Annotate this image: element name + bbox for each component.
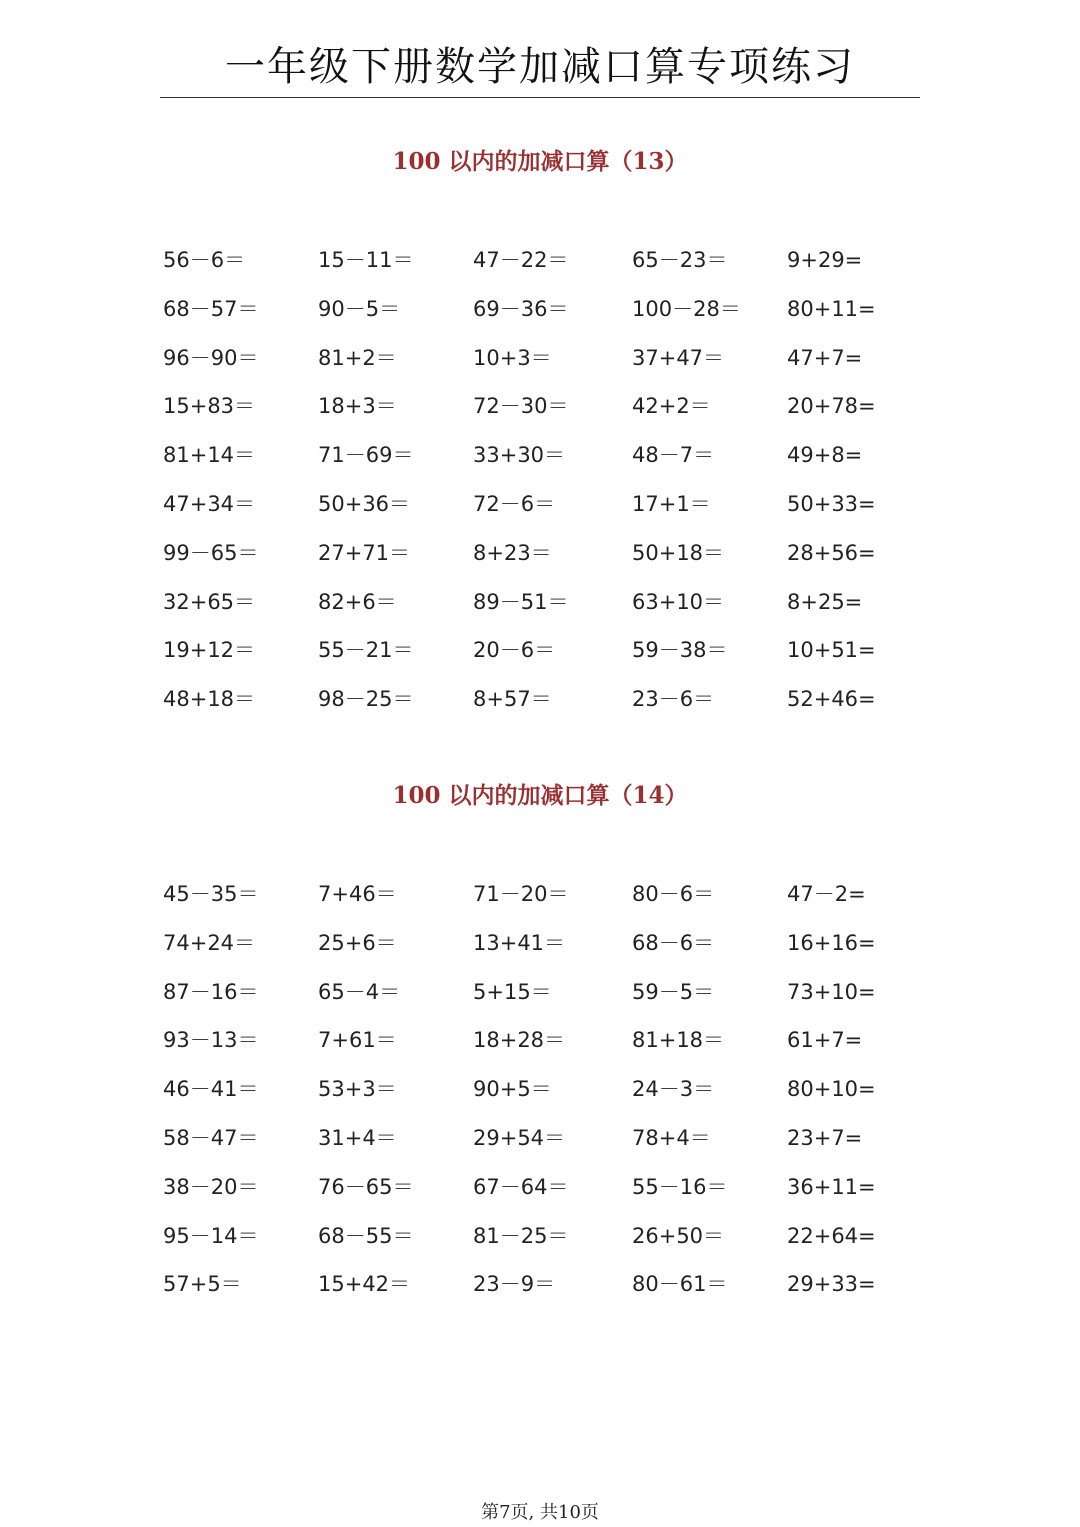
exercise-item: 37+47＝ xyxy=(632,346,725,370)
exercise-item: 65－23＝ xyxy=(632,248,728,272)
exercise-item: 47－2= xyxy=(787,882,866,906)
exercise-item: 10+51= xyxy=(787,638,876,662)
exercise-item: 50+36＝ xyxy=(318,492,411,516)
exercise-item: 95－14＝ xyxy=(163,1224,259,1248)
exercise-item: 93－13＝ xyxy=(163,1028,259,1052)
exercise-item: 81+2＝ xyxy=(318,346,397,370)
page-footer: 第7页, 共10页 xyxy=(481,1502,599,1523)
exercise-item: 56－6＝ xyxy=(163,248,246,272)
exercise-item: 15+83＝ xyxy=(163,394,256,418)
exercise-item: 68－57＝ xyxy=(163,297,259,321)
exercise-item: 17+1＝ xyxy=(632,492,711,516)
exercise-item: 22+64= xyxy=(787,1224,876,1248)
exercise-item: 58－47＝ xyxy=(163,1126,259,1150)
exercise-item: 33+30＝ xyxy=(473,443,566,467)
exercise-item: 72－6＝ xyxy=(473,492,556,516)
exercise-item: 50+33= xyxy=(787,492,876,516)
exercise-item: 7+46＝ xyxy=(318,882,397,906)
exercise-item: 15－11＝ xyxy=(318,248,414,272)
exercise-item: 29+33= xyxy=(787,1272,876,1296)
exercise-item: 13+41＝ xyxy=(473,931,566,955)
exercise-item: 15+42＝ xyxy=(318,1272,411,1296)
exercise-item: 48－7＝ xyxy=(632,443,715,467)
exercise-item: 25+6＝ xyxy=(318,931,397,955)
exercise-item: 45－35＝ xyxy=(163,882,259,906)
exercise-item: 20－6＝ xyxy=(473,638,556,662)
exercise-item: 55－16＝ xyxy=(632,1175,728,1199)
exercise-item: 9+29= xyxy=(787,248,863,272)
exercise-item: 80+11= xyxy=(787,297,876,321)
exercise-item: 71－20＝ xyxy=(473,882,569,906)
exercise-item: 29+54＝ xyxy=(473,1126,566,1150)
exercise-item: 59－5＝ xyxy=(632,980,715,1004)
exercise-item: 61+7= xyxy=(787,1028,863,1052)
exercise-item: 8+25= xyxy=(787,590,863,614)
exercise-item: 89－51＝ xyxy=(473,590,569,614)
exercise-item: 98－25＝ xyxy=(318,687,414,711)
exercise-item: 52+46= xyxy=(787,687,876,711)
exercise-item: 67－64＝ xyxy=(473,1175,569,1199)
exercise-item: 5+15＝ xyxy=(473,980,552,1004)
exercise-item: 59－38＝ xyxy=(632,638,728,662)
exercise-item: 50+18＝ xyxy=(632,541,725,565)
exercise-item: 90+5＝ xyxy=(473,1077,552,1101)
exercise-item: 68－55＝ xyxy=(318,1224,414,1248)
exercise-item: 46－41＝ xyxy=(163,1077,259,1101)
exercise-item: 10+3＝ xyxy=(473,346,552,370)
section-heading: 100 以内的加减口算（14） xyxy=(392,782,688,809)
exercise-item: 23+7= xyxy=(787,1126,863,1150)
section-heading: 100 以内的加减口算（13） xyxy=(392,148,688,175)
exercise-item: 78+4＝ xyxy=(632,1126,711,1150)
exercise-item: 48+18＝ xyxy=(163,687,256,711)
exercise-item: 74+24＝ xyxy=(163,931,256,955)
exercise-item: 81+14＝ xyxy=(163,443,256,467)
exercise-item: 7+61＝ xyxy=(318,1028,397,1052)
exercise-item: 28+56= xyxy=(787,541,876,565)
exercise-item: 80－61＝ xyxy=(632,1272,728,1296)
exercise-item: 96－90＝ xyxy=(163,346,259,370)
exercise-item: 24－3＝ xyxy=(632,1077,715,1101)
exercise-item: 26+50＝ xyxy=(632,1224,725,1248)
exercise-item: 80－6＝ xyxy=(632,882,715,906)
exercise-item: 87－16＝ xyxy=(163,980,259,1004)
exercise-item: 73+10= xyxy=(787,980,876,1004)
exercise-item: 36+11= xyxy=(787,1175,876,1199)
exercise-item: 18+3＝ xyxy=(318,394,397,418)
title-divider xyxy=(160,97,920,98)
exercise-item: 81－25＝ xyxy=(473,1224,569,1248)
exercise-item: 68－6＝ xyxy=(632,931,715,955)
exercise-item: 20+78= xyxy=(787,394,876,418)
exercise-item: 72－30＝ xyxy=(473,394,569,418)
exercise-item: 23－6＝ xyxy=(632,687,715,711)
exercise-item: 81+18＝ xyxy=(632,1028,725,1052)
exercise-item: 69－36＝ xyxy=(473,297,569,321)
exercise-item: 47－22＝ xyxy=(473,248,569,272)
exercise-item: 76－65＝ xyxy=(318,1175,414,1199)
exercise-item: 63+10＝ xyxy=(632,590,725,614)
exercise-item: 99－65＝ xyxy=(163,541,259,565)
exercise-item: 8+57＝ xyxy=(473,687,552,711)
exercise-item: 32+65＝ xyxy=(163,590,256,614)
exercise-item: 90－5＝ xyxy=(318,297,401,321)
exercise-item: 47+34＝ xyxy=(163,492,256,516)
exercise-item: 27+71＝ xyxy=(318,541,411,565)
exercise-item: 8+23＝ xyxy=(473,541,552,565)
document-title: 一年级下册数学加减口算专项练习 xyxy=(225,44,855,90)
exercise-item: 100－28＝ xyxy=(632,297,741,321)
exercise-item: 82+6＝ xyxy=(318,590,397,614)
exercise-item: 23－9＝ xyxy=(473,1272,556,1296)
exercise-item: 47+7= xyxy=(787,346,863,370)
exercise-item: 53+3＝ xyxy=(318,1077,397,1101)
exercise-item: 65－4＝ xyxy=(318,980,401,1004)
exercise-item: 42+2＝ xyxy=(632,394,711,418)
exercise-item: 31+4＝ xyxy=(318,1126,397,1150)
exercise-item: 80+10= xyxy=(787,1077,876,1101)
exercise-item: 18+28＝ xyxy=(473,1028,566,1052)
exercise-item: 38－20＝ xyxy=(163,1175,259,1199)
exercise-item: 57+5＝ xyxy=(163,1272,242,1296)
exercise-item: 71－69＝ xyxy=(318,443,414,467)
exercise-item: 55－21＝ xyxy=(318,638,414,662)
exercise-item: 19+12＝ xyxy=(163,638,256,662)
exercise-item: 49+8= xyxy=(787,443,863,467)
exercise-item: 16+16= xyxy=(787,931,876,955)
